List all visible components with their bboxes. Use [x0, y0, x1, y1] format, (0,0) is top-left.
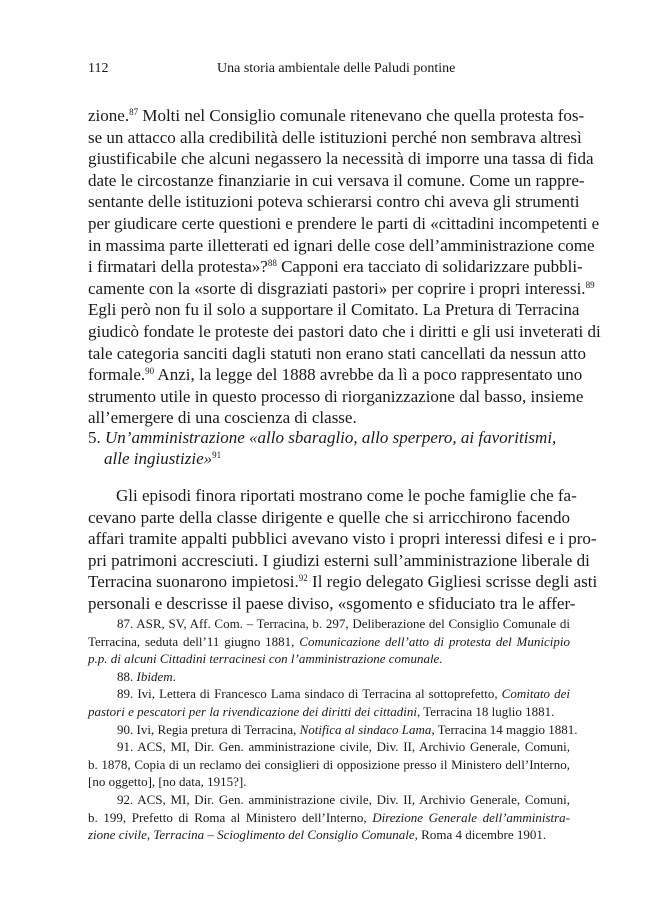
section-title-part-2: alle ingiustizie» [104, 449, 213, 468]
paragraph-1 [88, 105, 601, 429]
footnote-ref-91[interactable]: 91 [212, 450, 222, 460]
footnote-ref-92[interactable]: 92 [298, 573, 308, 584]
text-line: Gli episodi finora riportati mostrano come le poche famiglie che fa- [116, 486, 577, 505]
running-title: Una storia ambientale delle Paludi pontine [217, 61, 456, 76]
text-line: giustificabile che alcuni negassero la necessità di imporre una tassa di fida [88, 149, 594, 169]
text-line: se un attacco alla credibilità delle istituzioni perché non sembrava altresì [88, 127, 582, 147]
footnote-ref-89[interactable]: 89 [585, 279, 595, 290]
footnote-92: 92. ACS, MI, Dir. Gen. amministrazione civile, Div. II, Archivio Generale, Comuni, [117, 791, 570, 807]
footnote-92-cont: b. 199, Prefetto di Roma al Ministero dell’Interno, Direzione Generale dell’amministra- [88, 809, 570, 825]
footnote-87: 87. ASR, SV, Aff. Com. – Terracina, b. 297, Deliberazione del Consiglio Comunale di [117, 616, 570, 631]
footnote-ref-88[interactable]: 88 [267, 258, 277, 269]
text-line: in massima parte illetterati ed ignari delle cose dell’amministrazione come [88, 235, 595, 255]
page-number: 112 [88, 61, 109, 76]
text-line: camente con la «sorte di disgraziati pastori» per coprire i propri interessi.$^{89}$ [88, 278, 595, 298]
footnotes [88, 615, 578, 844]
footnote-87-cont: Terracina, seduta dell’11 giugno 1881, Comunicazione dell’atto di protesta del Municipio [88, 633, 570, 649]
footnote-88: 88. Ibidem. [117, 668, 176, 684]
text-line: zione.$^{87}$ Molti nel Consiglio comunale ritenevano che quella protesta fos- [88, 106, 585, 125]
text-line: date le circostanze finanziarie in cui versava il comune. Come un rappre- [88, 170, 585, 190]
paragraph-2 [88, 485, 598, 615]
section-title-part-1: Un’amministrazione «allo sbaraglio, allo sperpero, ai favoritismi, [105, 428, 557, 447]
text-line: sentante delle istituzioni poteva schierarsi contro chi aveva gli strumenti [88, 192, 580, 212]
footnote-ref-87[interactable]: 87 [129, 107, 139, 117]
text-line: i firmatari della protesta»?$^{88}$ Capponi era tacciato di solidarizzare pubbli- [88, 257, 583, 277]
footnote-ref-90[interactable]: 90 [145, 366, 155, 377]
footnote-91-cont: b. 1878, Copia di un reclamo dei consiglieri di opposizione presso il Ministero dell’Interno, [88, 756, 570, 772]
footnote-89-cont: pastori e pescatori per la rivendicazione dei diritti dei cittadini, Terracina 18 luglio 1881. [88, 703, 555, 719]
footnote-90: 90. Ivi, Regia pretura di Terracina, Notifica al sindaco Lama, Terracina 14 maggio 1881. [117, 721, 578, 737]
section-heading [88, 427, 570, 469]
text-line: affari tramite appalti pubblici avevano visto i propri interessi difesi e i pro- [88, 529, 597, 549]
text-line: personali e descrisse il paese diviso, «sgomento e sfiduciato tra le affer- [88, 593, 576, 613]
section-number: 5. [88, 428, 101, 447]
text-line: all’emergere di una coscienza di classe. [88, 408, 357, 428]
section-heading-line-1 [88, 427, 570, 448]
text-line: per giudicare certe questioni e prendere le parti di «cittadini incompetenti e [88, 213, 600, 233]
footnote-92-cont: zione civile, Terracina – Scioglimento del Consiglio Comunale, Roma 4 dicembre 1901. [88, 827, 547, 843]
text-line: Terracina suonarono impietosi.$^{92}$ Il regio delegato Gigliesi scrisse degli asti [88, 572, 598, 592]
footnote-89: 89. Ivi, Lettera di Francesco Lama sindaco di Terracina al sottoprefetto, Comitato dei [117, 686, 570, 702]
text-line: Egli però non fu il solo a supportare il Comitato. La Pretura di Terracina [88, 300, 580, 320]
text-line: tale categoria sanciti dagli statuti non erano stati cancellati da nessun atto [88, 343, 587, 363]
footnote-87-cont: p.p. di alcuni Cittadini terracinesi con l’amministrazione comunale. [88, 651, 443, 667]
text-line: pri patrimoni accresciuti. I giudizi esterni sull’amministrazione liberale di [88, 550, 590, 570]
text-line: strumento utile in questo processo di riorganizzazione dal basso, insieme [88, 386, 584, 406]
section-heading-line-2 [88, 448, 570, 469]
text-line: giudicò fondate le proteste dei pastori dato che i diritti e gli usi inveterati di [88, 321, 601, 341]
text-line: formale.$^{90}$ Anzi, la legge del 1888 avrebbe da lì a poco rappresentato uno [88, 365, 583, 385]
footnote-91-cont: [no oggetto], [no data, 1915?]. [88, 774, 247, 790]
footnote-91: 91. ACS, MI, Dir. Gen. amministrazione civile, Div. II, Archivio Generale, Comuni, [117, 739, 570, 755]
text-line: cevano parte della classe dirigente e quelle che si arricchirono facendo [88, 507, 570, 527]
